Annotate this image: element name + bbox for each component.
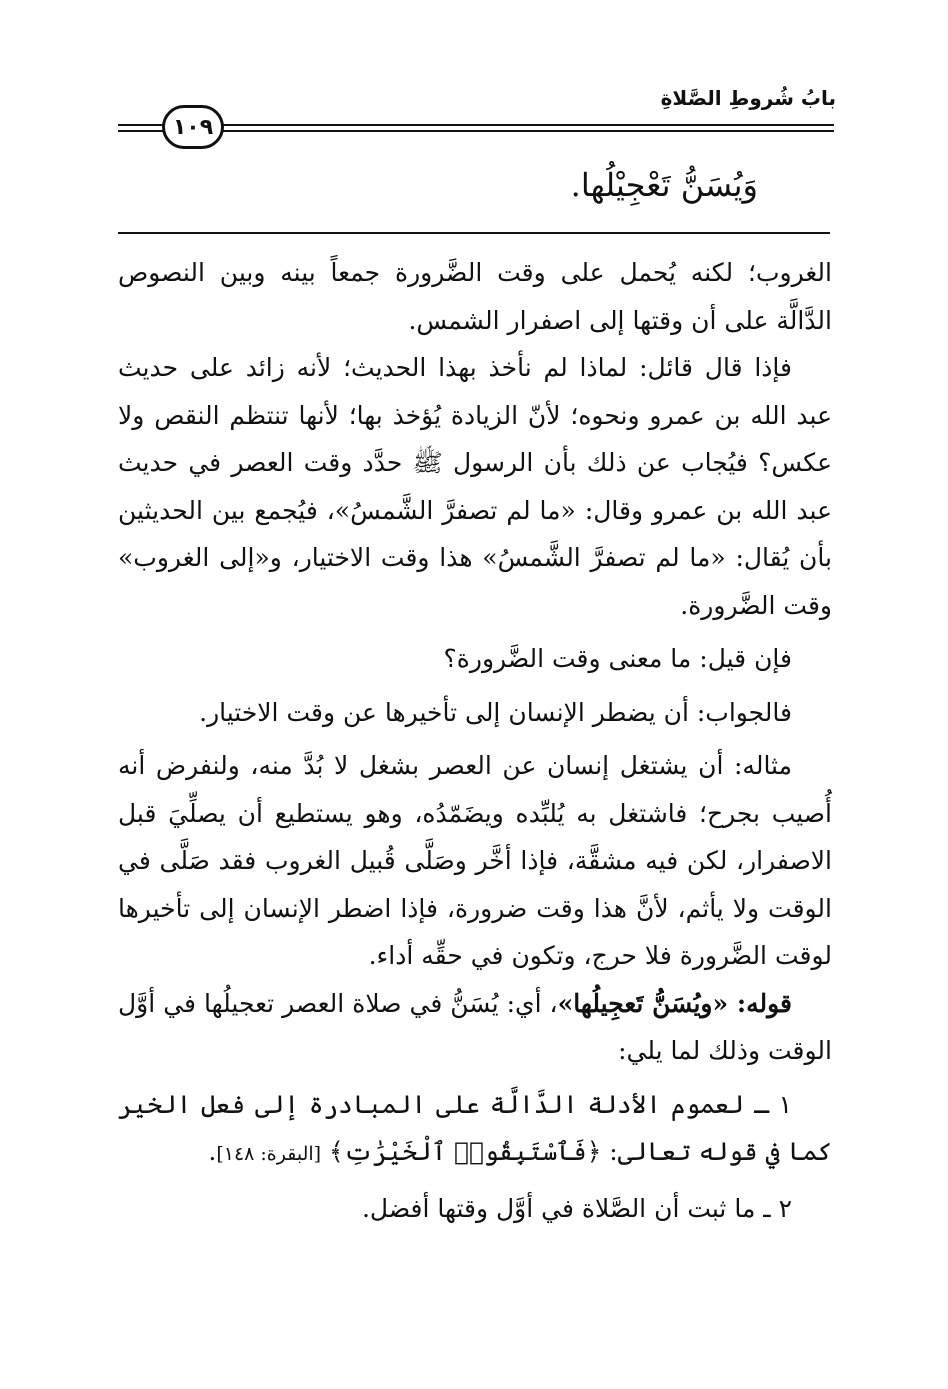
header-rule-right-2 xyxy=(222,130,834,132)
header-rule-left xyxy=(118,124,164,126)
chapter-title: بابُ شُروطِ الصَّلاةِ xyxy=(660,86,836,110)
matn-text: وَيُسَنُّ تَعْجِيْلُها. xyxy=(570,166,758,204)
commentary-body xyxy=(118,249,832,1232)
paragraph-5: مثاله: أن يشتغل إنسان عن العصر بشغل لا بُدَّ منه، ولنفرض أنه أُصيب بجرح؛ فاشتغل به يُلبِّده ويضَمّدُه، وهو يستطيع أن يصلِّيَ قبل الاصفرار، لكن فيه مشقَّة، فإذا أخَّر وصَلَّى قُبيل الغروب فقد صَلَّى في الوقت ولا يأثم، لأنَّ هذا وقت ضرورة، فإذا اضطر الإنسان إلى تأخيرها لوقت الضَّرورة فلا حرج، وتكون في حقِّه أداء. xyxy=(118,751,832,970)
page-number-text: ١٠٩ xyxy=(172,114,214,140)
paragraph-2: فإذا قال قائل: لماذا لم نأخذ بهذا الحديث؛ لأنه زائد على حديث عبد الله بن عمرو ونحوه؛ لأنّ الزيادة يُؤخذ بها؛ لأنها تنتظم النقص ولا عكس؟ فيُجاب عن ذلك بأن الرسول ﷺ حدَّد وقت العصر في حديث عبد الله بن عمرو وقال: «ما لم تصفرَّ الشَّمسُ»، فيُجمع بين الحديثين بأن يُقال: «ما لم تصفرَّ الشَّمسُ» هذا وقت الاختيار، و«إلى الغروب» وقت الضَّرورة. xyxy=(118,353,832,620)
paragraph-6: قوله: «ويُسَنُّ تَعجِيلُها»، أي: يُسَنُّ في صلاة العصر تعجيلُها في أوَّل الوقت وذلك لما يلي: xyxy=(118,988,832,1065)
paragraph-1: الغروب؛ لكنه يُحمل على وقت الضَّرورة جمعاً بينه وبين النصوص الدَّالَّة على أن وقتها إلى اصفرار الشمس. xyxy=(118,258,832,335)
paragraph-4: فالجواب: أن يضطر الإنسان إلى تأخيرها عن وقت الاختيار. xyxy=(199,697,792,727)
quoted-matn: قوله: «ويُسَنُّ تَعجِيلُها» xyxy=(557,988,792,1018)
paragraph-8: ٢ ـ ما ثبت أن الصَّلاة في أوَّل وقتها أفضل. xyxy=(361,1193,792,1223)
matn-divider xyxy=(118,232,830,234)
page-number xyxy=(162,105,224,149)
paragraph-3: فإن قيل: ما معنى وقت الضَّرورة؟ xyxy=(443,644,792,673)
header-rule-right xyxy=(222,124,834,126)
paragraph-7: ١ ـ لعموم الأدلة الدَّالَّة على المبادرة إلى فعل الخير كما في قوله تعالى: ﴿فَٱسْتَبِقُوا۟ ٱلْخَيْرَٰتِ﴾ [البقرة: ١٤٨]. xyxy=(118,1089,832,1166)
header-rule-left-2 xyxy=(118,130,164,132)
quran-reference: [البقرة: ١٤٨] xyxy=(216,1143,322,1165)
